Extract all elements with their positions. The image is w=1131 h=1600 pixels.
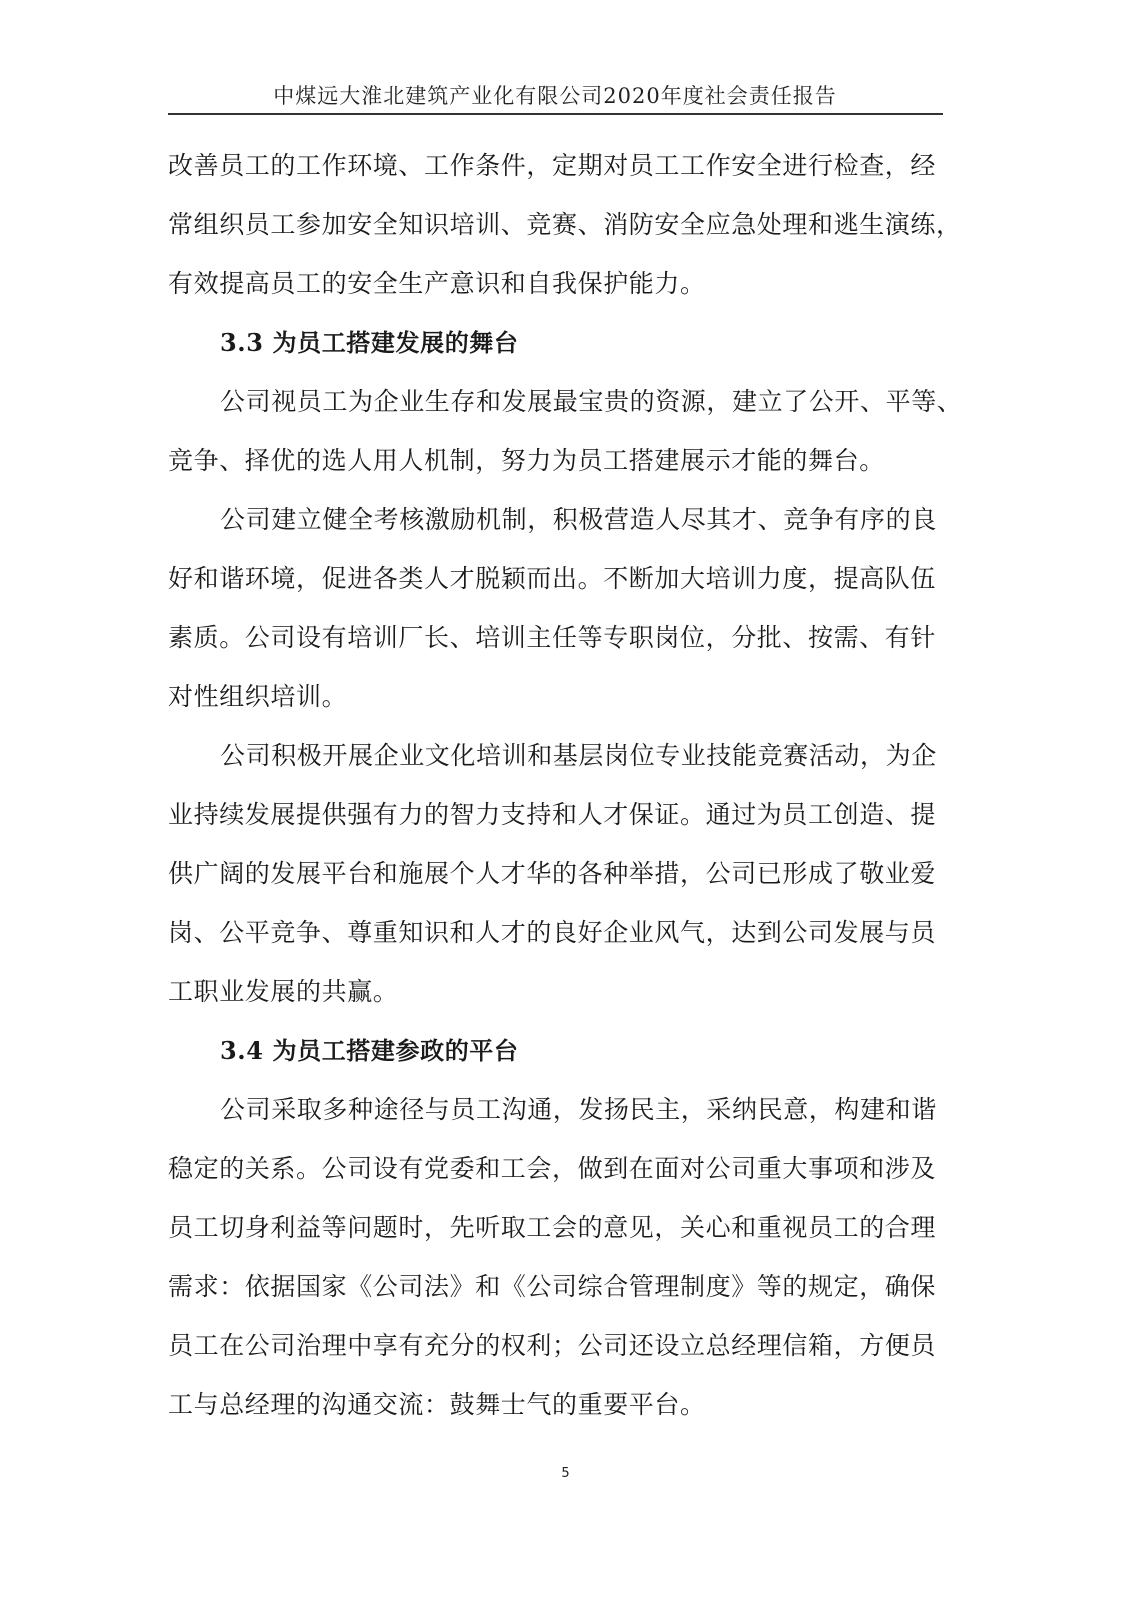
body-line: 有效提高员工的安全生产意识和自我保护能力。: [168, 269, 706, 298]
body-line: 公司积极开展企业文化培训和基层岗位专业技能竞赛活动，为企: [220, 741, 937, 770]
body-line: 业持续发展提供强有力的智力支持和人才保证。通过为员工创造、提: [168, 800, 937, 829]
section-heading-3-3: 3.3 为员工搭建发展的舞台: [220, 328, 519, 357]
page-number: 5: [561, 1466, 570, 1481]
body-line: 员工在公司治理中享有充分的权利；公司还设立总经理信箱，方便员: [168, 1331, 937, 1360]
report-header-title: 中煤远大淮北建筑产业化有限公司2020年度社会责任报告: [273, 84, 837, 108]
body-line: 素质。公司设有培训厂长、培训主任等专职岗位，分批、按需、有针: [168, 623, 937, 652]
body-line: 好和谐环境，促进各类人才脱颖而出。不断加大培训力度，提高队伍: [168, 564, 937, 593]
page-body: [168, 141, 963, 1439]
body-line: 常组织员工参加安全知识培训、竞赛、消防安全应急处理和逃生演练，: [168, 210, 962, 239]
body-line: 公司建立健全考核激励机制，积极营造人尽其才、竞争有序的良: [220, 505, 937, 534]
body-line: 竞争、择优的选人用人机制，努力为员工搭建展示才能的舞台。: [168, 446, 885, 475]
body-line: 供广阔的发展平台和施展个人才华的各种举措，公司已形成了敬业爱: [168, 859, 937, 888]
body-line: 岗、公平竞争、尊重知识和人才的良好企业风气，达到公司发展与员: [168, 918, 937, 947]
body-line: 稳定的关系。公司设有党委和工会，做到在面对公司重大事项和涉及: [168, 1154, 937, 1183]
section-heading-3-4: 3.4 为员工搭建参政的平台: [220, 1036, 519, 1065]
body-line: 对性组织培训。: [168, 682, 348, 711]
body-line: 需求：依据国家《公司法》和《公司综合管理制度》等的规定，确保: [168, 1272, 937, 1301]
body-line: 公司视员工为企业生存和发展最宝贵的资源，建立了公开、平等、: [220, 387, 963, 416]
body-line: 改善员工的工作环境、工作条件，定期对员工工作安全进行检查，经: [168, 151, 937, 180]
header-divider: [168, 113, 943, 115]
body-line: 工职业发展的共赢。: [168, 977, 399, 1006]
body-line: 公司采取多种途径与员工沟通，发扬民主，采纳民意，构建和谐: [220, 1095, 937, 1124]
body-line: 员工切身利益等问题时，先听取工会的意见，关心和重视员工的合理: [168, 1213, 937, 1242]
body-line: 工与总经理的沟通交流：鼓舞士气的重要平台。: [168, 1390, 706, 1419]
